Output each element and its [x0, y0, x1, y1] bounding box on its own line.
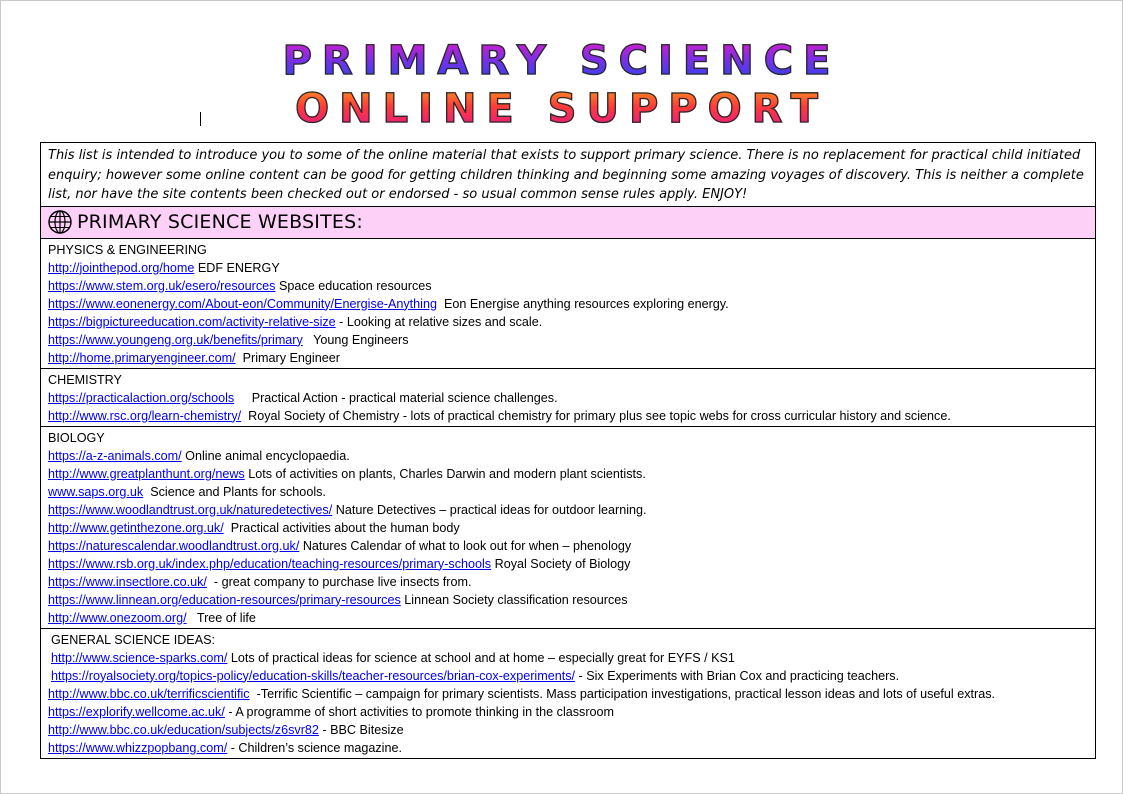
website-link[interactable]: https://www.linnean.org/education-resources/primary-resources: [48, 592, 401, 607]
website-link[interactable]: https://naturescalendar.woodlandtrust.org.uk/: [48, 538, 300, 553]
link-description: Tree of life: [186, 610, 256, 625]
website-link[interactable]: https://www.insectlore.co.uk/: [48, 574, 207, 589]
website-link[interactable]: https://explorify.wellcome.ac.uk/: [48, 704, 225, 719]
link-description: Online animal encyclopaedia.: [181, 448, 350, 463]
link-row: [48, 331, 1088, 349]
link-description: Lots of practical ideas for science at school and at home – especially great for EYFS / KS1: [227, 650, 735, 665]
website-link[interactable]: https://practicalaction.org/schools: [48, 390, 235, 405]
section-title: PRIMARY SCIENCE WEBSITES:: [77, 211, 363, 233]
link-row: [48, 465, 1088, 483]
link-description: - Six Experiments with Brian Cox and practicing teachers.: [575, 668, 900, 683]
link-row: [48, 295, 1088, 313]
link-description: Practical activities about the human body: [223, 520, 460, 535]
link-row: [48, 349, 1088, 367]
link-description: Young Engineers: [302, 332, 409, 347]
category-title: BIOLOGY: [48, 430, 105, 445]
category-section: [41, 239, 1095, 369]
website-link[interactable]: http://www.onezoom.org/: [48, 610, 187, 625]
link-description: Royal Society of Biology: [491, 556, 631, 571]
link-description: - A programme of short activities to promote thinking in the classroom: [224, 704, 615, 719]
category-title: GENERAL SCIENCE IDEAS:: [51, 632, 215, 647]
link-row: [48, 519, 1088, 537]
link-row: [48, 555, 1088, 573]
website-link[interactable]: www.saps.org.uk: [48, 484, 144, 499]
websites-table: [40, 142, 1096, 759]
website-link[interactable]: https://www.whizzpopbang.com/: [48, 740, 228, 755]
website-link[interactable]: https://bigpictureeducation.com/activity-relative-size: [48, 314, 336, 329]
globe-icon: [47, 209, 73, 235]
link-description: Primary Engineer: [235, 350, 340, 365]
website-link[interactable]: http://www.bbc.co.uk/terrificscientific: [48, 686, 250, 701]
link-description: Science and Plants for schools.: [143, 484, 326, 499]
link-row: [48, 667, 1088, 685]
link-row: [48, 591, 1088, 609]
website-link[interactable]: http://jointhepod.org/home: [48, 260, 195, 275]
text-cursor: [200, 112, 201, 126]
link-description: Lots of activities on plants, Charles Darwin and modern plant scientists.: [244, 466, 646, 481]
category-section: [41, 629, 1095, 758]
link-row: [48, 573, 1088, 591]
link-description: -Terrific Scientific – campaign for primary scientists. Mass participation investigations, practical lesson ideas and lots of useful extras.: [249, 686, 996, 701]
link-row: [48, 739, 1088, 757]
link-row: [48, 685, 1088, 703]
category-title: CHEMISTRY: [48, 372, 122, 387]
link-description: - Looking at relative sizes and scale.: [335, 314, 543, 329]
link-row: [48, 649, 1088, 667]
link-row: [48, 501, 1088, 519]
link-description: Eon Energise anything resources exploring energy.: [436, 296, 729, 311]
link-row: [48, 609, 1088, 627]
website-link[interactable]: http://www.rsc.org/learn-chemistry/: [48, 408, 242, 423]
website-link[interactable]: https://www.woodlandtrust.org.uk/naturedetectives/: [48, 502, 333, 517]
link-row: [48, 447, 1088, 465]
website-link[interactable]: http://www.bbc.co.uk/education/subjects/z6svr82: [48, 722, 319, 737]
website-link[interactable]: https://royalsociety.org/topics-policy/education-skills/teacher-resources/brian-cox-experiments/: [51, 668, 576, 683]
link-row: [48, 277, 1088, 295]
link-row: [48, 389, 1088, 407]
link-description: Royal Society of Chemistry - lots of practical chemistry for primary plus see topic webs for cross curricular history and science.: [241, 408, 951, 423]
link-row: [48, 703, 1088, 721]
intro-paragraph: This list is intended to introduce you to some of the online material that exists to support primary science. There is no replacement for practical child initiated enquiry; however some online content can be good for getting children thinking and beginning some amazing voyages of discovery. This is neither a complete list, nor have the site contents been checked out or endorsed - so usual common sense rules apply. ENJOY!: [41, 143, 1095, 207]
title-line-1: PRIMARY SCIENCE: [282, 38, 841, 84]
website-link[interactable]: https://www.stem.org.uk/esero/resources: [48, 278, 276, 293]
link-row: [48, 537, 1088, 555]
category-title: PHYSICS & ENGINEERING: [48, 242, 207, 257]
link-description: - Children’s science magazine.: [227, 740, 402, 755]
link-description: Natures Calendar of what to look out for when – phenology: [299, 538, 632, 553]
category-section: [41, 427, 1095, 629]
link-description: Practical Action - practical material science challenges.: [234, 390, 558, 405]
link-description: - BBC Bitesize: [318, 722, 404, 737]
website-link[interactable]: https://a-z-animals.com/: [48, 448, 182, 463]
link-description: EDF ENERGY: [194, 260, 280, 275]
website-link[interactable]: https://www.rsb.org.uk/index.php/education/teaching-resources/primary-schools: [48, 556, 492, 571]
website-link[interactable]: https://www.youngeng.org.uk/benefits/primary: [48, 332, 303, 347]
section-header: [41, 207, 1095, 239]
link-description: Space education resources: [275, 278, 432, 293]
link-row: [48, 483, 1088, 501]
link-description: Linnean Society classification resources: [400, 592, 628, 607]
link-description: - great company to purchase live insects from.: [206, 574, 472, 589]
website-link[interactable]: http://www.greatplanthunt.org/news: [48, 466, 245, 481]
website-link[interactable]: http://home.primaryengineer.com/: [48, 350, 236, 365]
title-line-2: ONLINE SUPPORT: [295, 86, 828, 132]
website-link[interactable]: http://www.science-sparks.com/: [51, 650, 228, 665]
category-list: [41, 239, 1095, 758]
website-link[interactable]: https://www.eonenergy.com/About-eon/Community/Energise-Anything: [48, 296, 437, 311]
link-row: [48, 407, 1088, 425]
link-row: [48, 721, 1088, 739]
link-description: Nature Detectives – practical ideas for outdoor learning.: [332, 502, 647, 517]
link-row: [48, 313, 1088, 331]
category-section: [41, 369, 1095, 427]
website-link[interactable]: http://www.getinthezone.org.uk/: [48, 520, 224, 535]
link-row: [48, 259, 1088, 277]
